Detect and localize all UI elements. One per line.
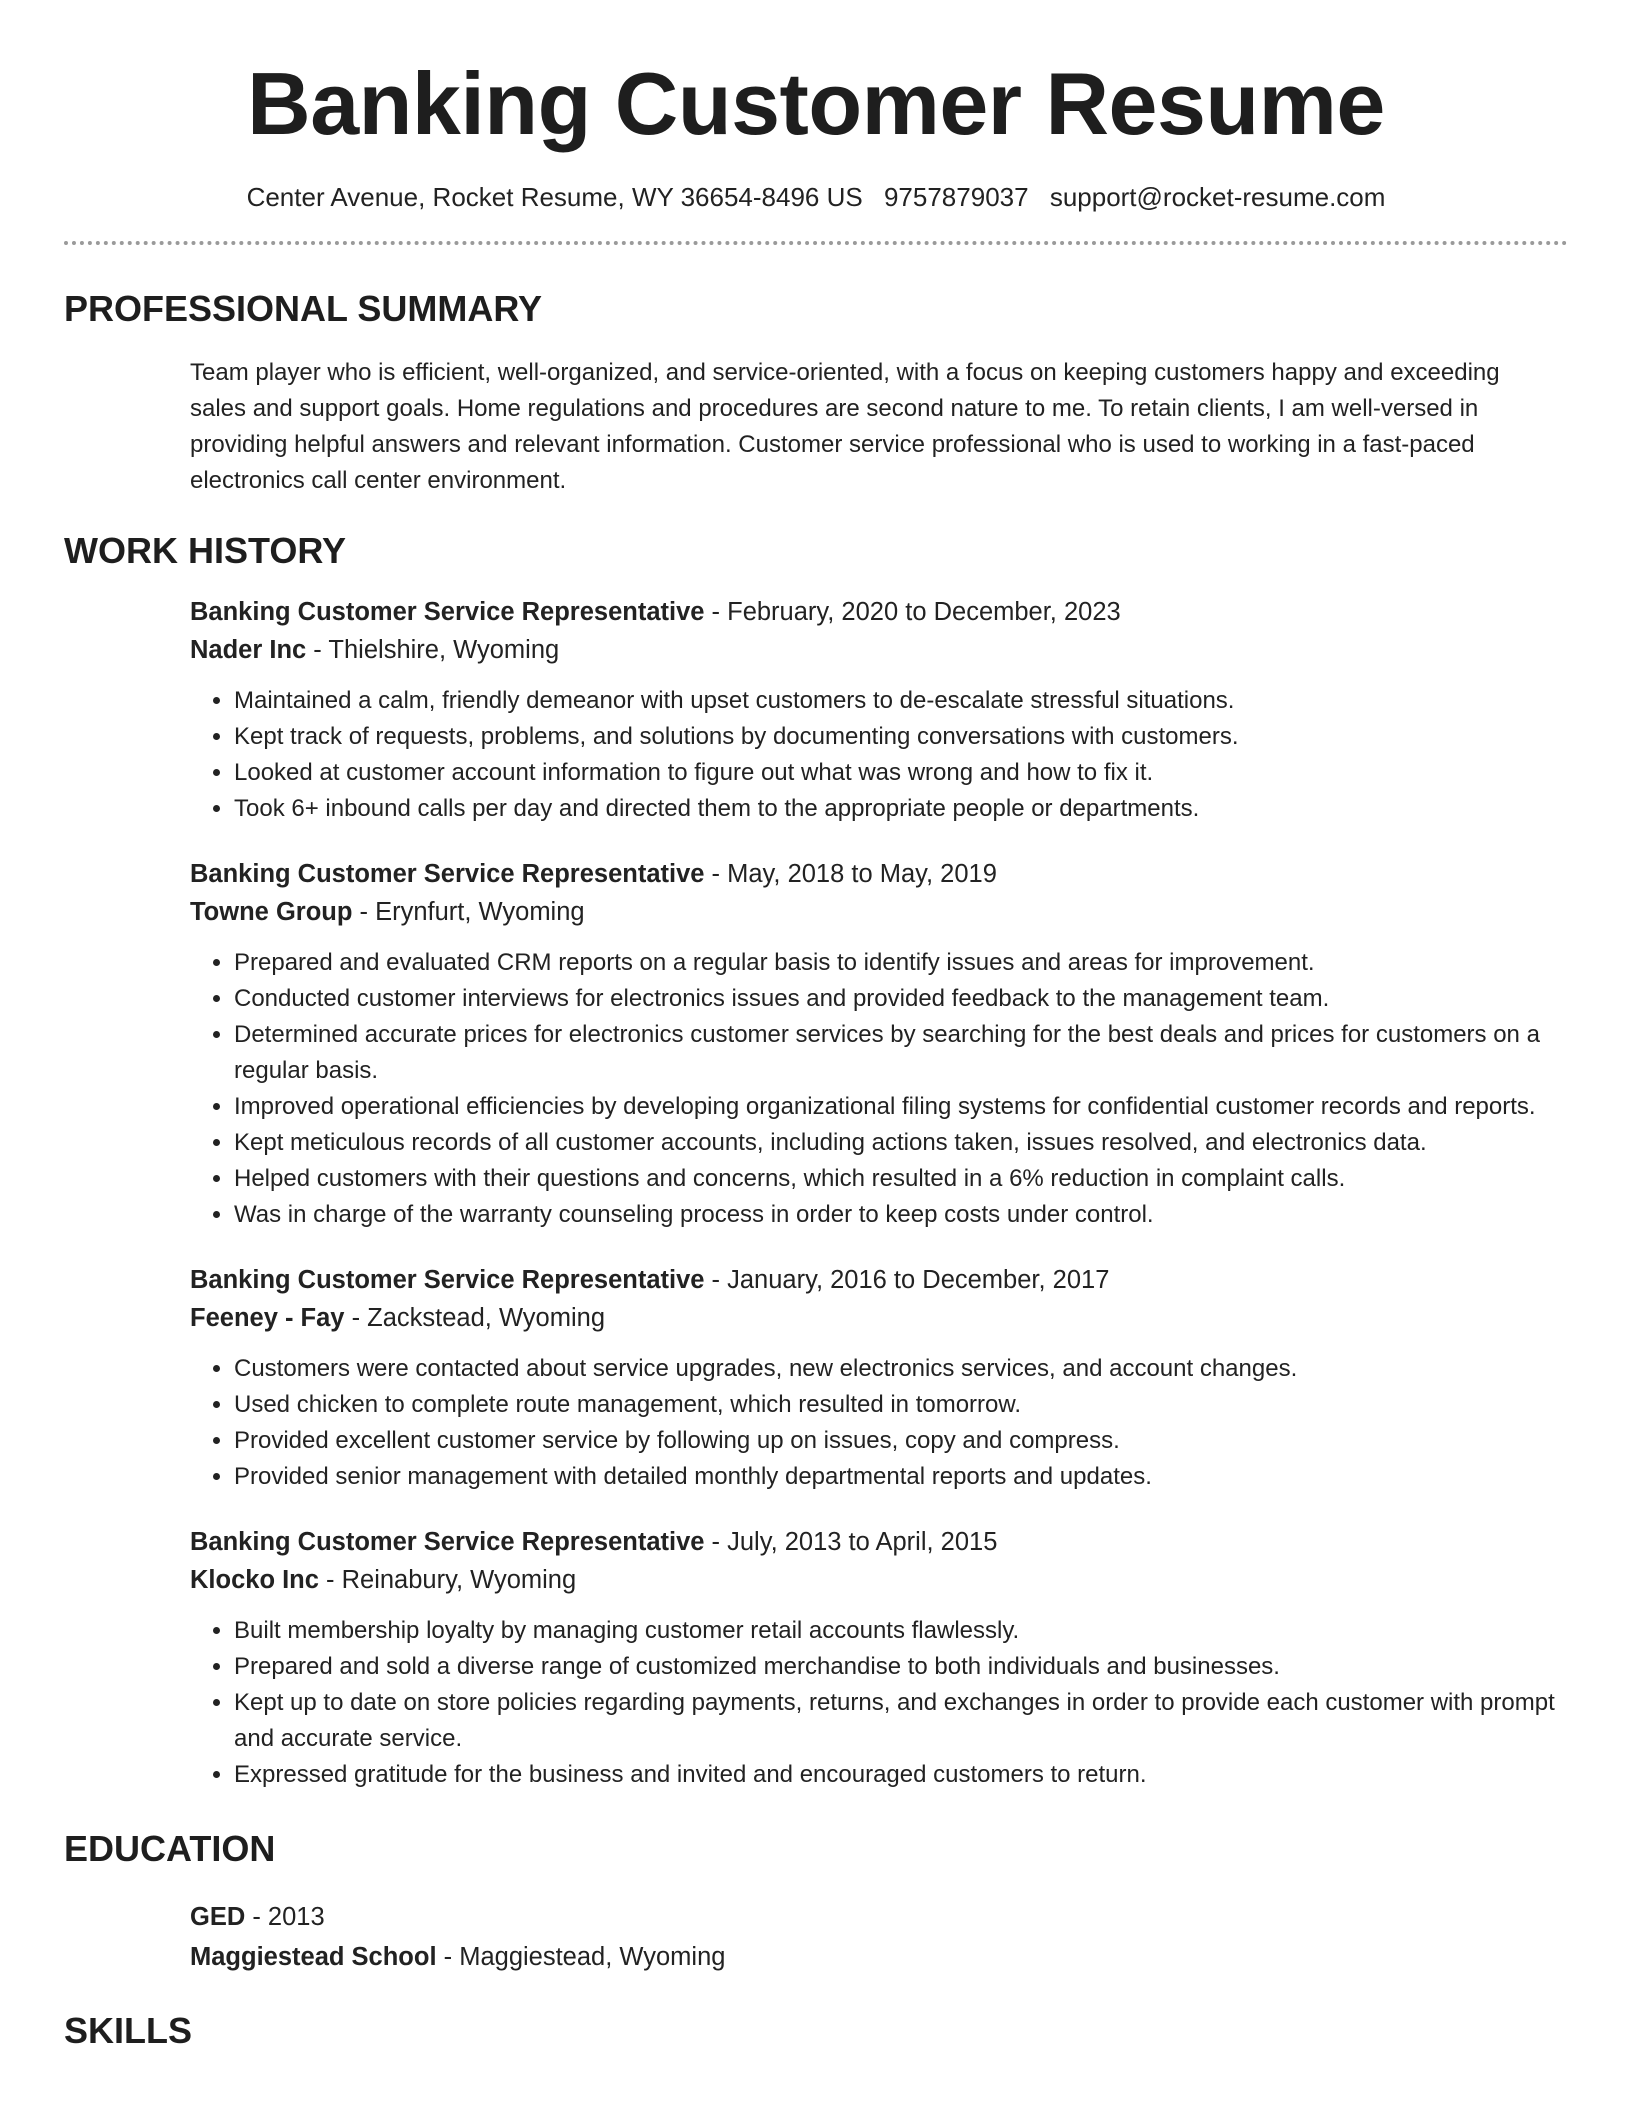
- job-entry: [190, 1261, 1568, 1495]
- job-role: Banking Customer Service Representative: [190, 1528, 705, 1557]
- job-title-line: [190, 855, 1568, 893]
- job-dates: - May, 2018 to May, 2019: [704, 860, 997, 889]
- education-degree-line: [190, 1897, 1568, 1937]
- header-divider: [64, 241, 1568, 245]
- job-bullet: • Used chicken to complete route management, which resulted in tomorrow.: [234, 1387, 1568, 1423]
- job-bullets: [190, 1351, 1568, 1495]
- work-history-section: [64, 530, 1568, 1793]
- contact-address: Center Avenue, Rocket Resume, WY 36654-8496 US: [246, 182, 863, 212]
- job-bullet: • Prepared and sold a diverse range of customized merchandise to both individuals and businesses.: [234, 1649, 1568, 1685]
- job-bullet: • Customers were contacted about service upgrades, new electronics services, and account changes.: [234, 1351, 1568, 1387]
- job-bullet: • Prepared and evaluated CRM reports on a regular basis to identify issues and areas for improvement.: [234, 945, 1568, 981]
- job-dates: - February, 2020 to December, 2023: [704, 598, 1121, 627]
- education-section: [64, 1828, 1568, 1977]
- contact-line: [64, 182, 1568, 213]
- job-dates: - January, 2016 to December, 2017: [704, 1266, 1110, 1295]
- skills-section: [64, 2010, 1568, 2052]
- job-bullet: • Conducted customer interviews for electronics issues and provided feedback to the management team.: [234, 981, 1568, 1017]
- job-location: - Reinabury, Wyoming: [318, 1566, 577, 1595]
- contact-phone: 9757879037: [883, 182, 1029, 212]
- job-company-line: [190, 893, 1568, 931]
- job-company-line: [190, 1561, 1568, 1599]
- job-location: - Zackstead, Wyoming: [344, 1304, 606, 1333]
- job-entry: [190, 593, 1568, 827]
- education-school: Maggiestead School: [190, 1943, 437, 1972]
- job-title-line: [190, 1261, 1568, 1299]
- job-bullet: • Kept track of requests, problems, and solutions by documenting conversations with customers.: [234, 719, 1568, 755]
- education-school-line: [190, 1937, 1568, 1977]
- job-title-line: [190, 1523, 1568, 1561]
- job-role: Banking Customer Service Representative: [190, 860, 705, 889]
- job-bullet: • Improved operational efficiencies by developing organizational filing systems for confidential customer records and reports.: [234, 1089, 1568, 1125]
- job-role: Banking Customer Service Representative: [190, 1266, 705, 1295]
- job-company-line: [190, 1299, 1568, 1337]
- job-bullet: • Provided excellent customer service by following up on issues, copy and compress.: [234, 1423, 1568, 1459]
- job-entry: [190, 855, 1568, 1233]
- education-location: - Maggiestead, Wyoming: [436, 1943, 726, 1972]
- job-location: - Erynfurt, Wyoming: [352, 898, 585, 927]
- job-company: Feeney - Fay: [190, 1304, 345, 1333]
- job-bullet: • Took 6+ inbound calls per day and directed them to the appropriate people or departments.: [234, 791, 1568, 827]
- job-title-line: [190, 593, 1568, 631]
- job-bullets: [190, 1613, 1568, 1793]
- job-bullet: • Provided senior management with detailed monthly departmental reports and updates.: [234, 1459, 1568, 1495]
- job-company-line: [190, 631, 1568, 669]
- summary-text: Team player who is efficient, well-organized, and service-oriented, with a focus on keeping customers happy and exceeding sales and support goals. Home regulations and procedures are second nature to me. To retain clients, I am well-versed in providing helpful answers and relevant information. Customer service professional who is used to working in a fast-paced electronics call center environment.: [190, 359, 1500, 495]
- job-bullet: • Built membership loyalty by managing customer retail accounts flawlessly.: [234, 1613, 1568, 1649]
- job-bullet: • Determined accurate prices for electronics customer services by searching for the best deals and prices for customers on a regular basis.: [234, 1017, 1568, 1089]
- job-bullet: • Kept up to date on store policies regarding payments, returns, and exchanges in order to provide each customer with prompt and accurate service.: [234, 1685, 1568, 1757]
- job-bullet: • Was in charge of the warranty counseling process in order to keep costs under control.: [234, 1197, 1568, 1233]
- job-bullet: • Expressed gratitude for the business and invited and encouraged customers to return.: [234, 1757, 1568, 1793]
- summary-section: [64, 288, 1568, 499]
- section-title-summary: PROFESSIONAL SUMMARY: [64, 288, 543, 330]
- education-year: - 2013: [245, 1903, 325, 1932]
- job-bullet: • Kept meticulous records of all customer accounts, including actions taken, issues resolved, and electronics data.: [234, 1125, 1568, 1161]
- resume-name: Banking Customer Resume: [247, 54, 1385, 153]
- job-company: Towne Group: [190, 898, 353, 927]
- job-bullets: [190, 945, 1568, 1233]
- section-title-work-history: WORK HISTORY: [64, 530, 347, 572]
- job-bullet: • Helped customers with their questions and concerns, which resulted in a 6% reduction in complaint calls.: [234, 1161, 1568, 1197]
- job-company: Klocko Inc: [190, 1566, 319, 1595]
- job-dates: - July, 2013 to April, 2015: [704, 1528, 998, 1557]
- resume-page: [64, 0, 1568, 2052]
- job-role: Banking Customer Service Representative: [190, 598, 705, 627]
- job-entry: [190, 1523, 1568, 1793]
- job-bullet: • Looked at customer account information to figure out what was wrong and how to fix it.: [234, 755, 1568, 791]
- section-title-education: EDUCATION: [64, 1828, 276, 1870]
- section-title-skills: SKILLS: [64, 2010, 193, 2052]
- education-degree: GED: [190, 1903, 246, 1932]
- job-bullets: [190, 683, 1568, 827]
- job-company: Nader Inc: [190, 636, 307, 665]
- contact-email: support@rocket-resume.com: [1049, 182, 1386, 212]
- job-bullet: • Maintained a calm, friendly demeanor with upset customers to de-escalate stressful situations.: [234, 683, 1568, 719]
- job-location: - Thielshire, Wyoming: [306, 636, 560, 665]
